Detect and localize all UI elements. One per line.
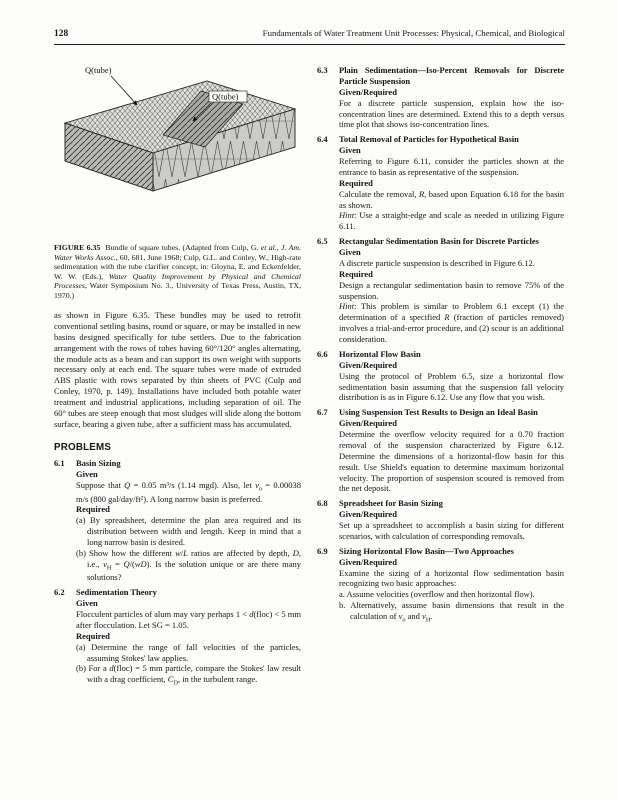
- problem-paragraph: Design a rectangular sedimentation basin to remove 75% of the suspension.: [339, 279, 564, 301]
- figure-caption: [54, 243, 301, 300]
- problem-body: [339, 247, 564, 345]
- problem-title: Plain Sedimentation—Iso-Percent Removals for Discrete Particle Suspension: [339, 65, 564, 86]
- problem-list-item: b. Alternatively, assume basin dimensions that result in the calculation of $v_o$ and $v_H$.: [339, 600, 564, 624]
- figure-635: [54, 63, 301, 300]
- problem-title: Sedimentation Theory: [76, 587, 157, 598]
- problem-heading: [317, 134, 564, 145]
- problem-number: 6.1: [54, 458, 65, 469]
- section-heading: Required: [76, 630, 110, 641]
- section-heading: Given/Required: [339, 86, 397, 97]
- problem-body: [76, 469, 301, 583]
- problem-paragraph: A discrete particle suspension is described in Figure 6.12.: [339, 257, 535, 268]
- problem-6.4: [317, 134, 564, 232]
- problem-body: [76, 598, 301, 688]
- page-number: 128: [54, 29, 69, 39]
- section-heading: Given: [339, 145, 361, 156]
- section-heading: Given/Required: [339, 556, 397, 567]
- problem-title: Sizing Horizontal Flow Basin—Two Approaches: [339, 545, 514, 556]
- problem-list-item: (b) For a d(floc) = 5 mm particle, compare the Stokes' law result with a drag coefficient, $C_D$, in the turbulent range.: [76, 663, 301, 687]
- figure-leader-top: [111, 76, 137, 105]
- section-heading: Required: [339, 268, 373, 279]
- problem-heading: [54, 587, 301, 598]
- problem-number: 6.4: [317, 134, 328, 145]
- problem-paragraph: Hint: This problem is similar to Problem 6.1 except (1) the determination of a specified R (fraction of particles removed) involves a trial-and-error procedure, and (2) scour is an additional consideration.: [339, 301, 564, 344]
- problem-6.3: [317, 65, 564, 130]
- problem-paragraph: Examine the sizing of a horizontal flow sedimentation basin recognizing two basic approaches:: [339, 567, 564, 589]
- problem-6.2: [54, 587, 301, 688]
- section-heading: Required: [76, 504, 110, 515]
- figure-label-top: Q(tube): [84, 65, 111, 75]
- problem-number: 6.7: [317, 407, 328, 418]
- problems-list-left: [54, 458, 301, 688]
- section-heading: Given/Required: [339, 418, 397, 429]
- section-heading: Given: [339, 247, 361, 257]
- problem-paragraph: Calculate the removal, R, based upon Equation 6.18 for the basin as shown.: [339, 188, 564, 210]
- problem-list-item: (a) Determine the range of fall velocities of the particles, assuming Stokes' law applies.: [76, 641, 301, 663]
- problem-body: [339, 145, 564, 232]
- problem-number: 6.3: [317, 65, 328, 75]
- problem-list-item: a. Assume velocities (overflow and then horizontal flow).: [339, 589, 535, 600]
- problem-number: 6.9: [317, 545, 328, 556]
- section-heading: Given/Required: [339, 359, 397, 370]
- problem-paragraph: Referring to Figure 6.11, consider the particles shown at the entrance to basin as representative of the suspension.: [339, 156, 564, 177]
- problem-body: [339, 509, 564, 542]
- problem-title: Horizontal Flow Basin: [339, 348, 421, 359]
- problems-heading: PROBLEMS: [54, 441, 112, 453]
- problem-6.9: [317, 546, 564, 625]
- problem-heading: [317, 349, 564, 360]
- problem-number: 6.6: [317, 348, 328, 359]
- problem-6.8: [317, 498, 564, 542]
- problem-body: [339, 418, 564, 494]
- problem-6.1: [54, 458, 301, 583]
- problem-paragraph: Set up a spreadsheet to accomplish a basin sizing for different scenarios, with calculation of corresponding removals.: [339, 520, 564, 541]
- problem-body: [339, 360, 564, 404]
- problem-heading: [317, 546, 564, 557]
- problem-list-item: (a) By spreadsheet, determine the plan area required and its distribution between width and length. Keep in mind that a long narrow basin is desired.: [76, 515, 301, 548]
- problem-title: Total Removal of Particles for Hypothetical Basin: [339, 134, 519, 145]
- section-heading: Required: [339, 177, 373, 188]
- problem-body: [339, 557, 564, 625]
- problem-number: 6.2: [54, 587, 65, 598]
- section-heading: Given/Required: [339, 509, 397, 520]
- problem-title: Using Suspension Test Results to Design an Ideal Basin: [339, 407, 538, 418]
- section-heading: Given: [76, 598, 98, 609]
- figure-caption-text: Bundle of square tubes. (Adapted from Culp, G. et al., J. Am. Water Works Assoc., 60, 681, June 1968; Culp, G.L. and Conley, W., High-rate sedimentation with the tube clarifier concept, in: Gloyna, E. and Eckenfelder, W. W. (Eds.), Water Quality Improvement by Physical and Chemical Processes, Water Symposium No. 3., University of Texas Press, Austin, TX, 1970.): [54, 243, 302, 300]
- problem-paragraph: Hint: Use a straight-edge and scale as needed in utilizing Figure 6.11.: [339, 210, 564, 232]
- section-heading: Given: [76, 469, 98, 480]
- problem-heading: [54, 458, 301, 469]
- problem-number: 6.8: [317, 498, 328, 509]
- page-header: [54, 28, 565, 45]
- tube-bundle-figure: [55, 63, 301, 233]
- figure-label-side: Q(tube): [211, 91, 238, 102]
- right-column: [317, 61, 564, 688]
- problem-heading: [317, 407, 564, 418]
- running-head: Fundamentals of Water Treatment Unit Processes: Physical, Chemical, and Biological: [262, 28, 565, 38]
- problem-title: Basin Sizing: [76, 458, 121, 469]
- problem-paragraph: Using the protocol of Problem 6.5, size a horizontal flow sedimentation basin assuming that the suspension fall velocity distribution is as in Figure 6.12. Use any flow that you wish.: [339, 370, 564, 403]
- problem-number: 6.5: [317, 236, 328, 247]
- problem-list-item: (b) Show how the different w/L ratios are affected by depth, D, i.e., $v_H = Q/(wD)$. Is the solution unique or are there many solutions?: [76, 547, 302, 583]
- problem-6.6: [317, 349, 564, 403]
- tube-bundle-drawing: [65, 81, 295, 191]
- problems-list-right: [317, 65, 564, 625]
- problem-paragraph: For a discrete particle suspension, explain how the iso-concentration lines are determined. Extend this to a depth versus time plot that shows iso-concentration lines.: [339, 97, 564, 130]
- problem-paragraph: Suppose that Q = 0.05 m³/s (1.14 mgd). Also, let $v_o = 0.00038$ m/s (800 gal/day/ft²). A long narrow basin is preferred.: [76, 479, 301, 504]
- problem-6.7: [317, 407, 564, 494]
- problem-body: [339, 87, 564, 131]
- problem-heading: [317, 236, 564, 247]
- problem-heading: [317, 65, 564, 87]
- problem-heading: [317, 498, 564, 509]
- left-column: [54, 61, 301, 688]
- problem-6.5: [317, 236, 564, 345]
- body-paragraph: as shown in Figure 6.35. These bundles may be used to retrofit conventional settling basins, round or square, or may be installed in new basins designed specifically for tube settlers. Due to the fabrication arrangement with the rows of tubes having 60°/120° angles alternating, the module acts as a beam and can support its own weight with supports necessary only at each end. The square tubes were made of extruded ABS plastic with rows separated by thin sheets of PVC (Culp and Conley, 1970, p. 149). Installations have included both potable water treatment and industrial applications, including separation of oil. The 60° tubes are steep enough that most sludges will slide along the bottom surface, bearing a given tube, after a sufficient mass has accumulated.: [54, 310, 301, 429]
- two-column-layout: [54, 61, 565, 688]
- problem-title: Rectangular Sedimentation Basin for Discrete Particles: [339, 236, 539, 247]
- problem-paragraph: Flocculent particles of alum may vary perhaps 1 < d(floc) < 5 mm after flocculation. Let SG = 1.05.: [76, 609, 301, 630]
- figure-caption-label: FIGURE 6.35: [54, 243, 101, 252]
- problem-paragraph: Determine the overflow velocity required for a 0.70 fraction removal of the suspension characterized by Figure 6.12. Determine the dimensions of a horizontal-flow basin for this result. Use Shield's equation to determine maximum horizontal velocity. The proportion of suspension scoured is removed from the net deposit.: [339, 429, 564, 494]
- problem-title: Spreadsheet for Basin Sizing: [339, 498, 443, 509]
